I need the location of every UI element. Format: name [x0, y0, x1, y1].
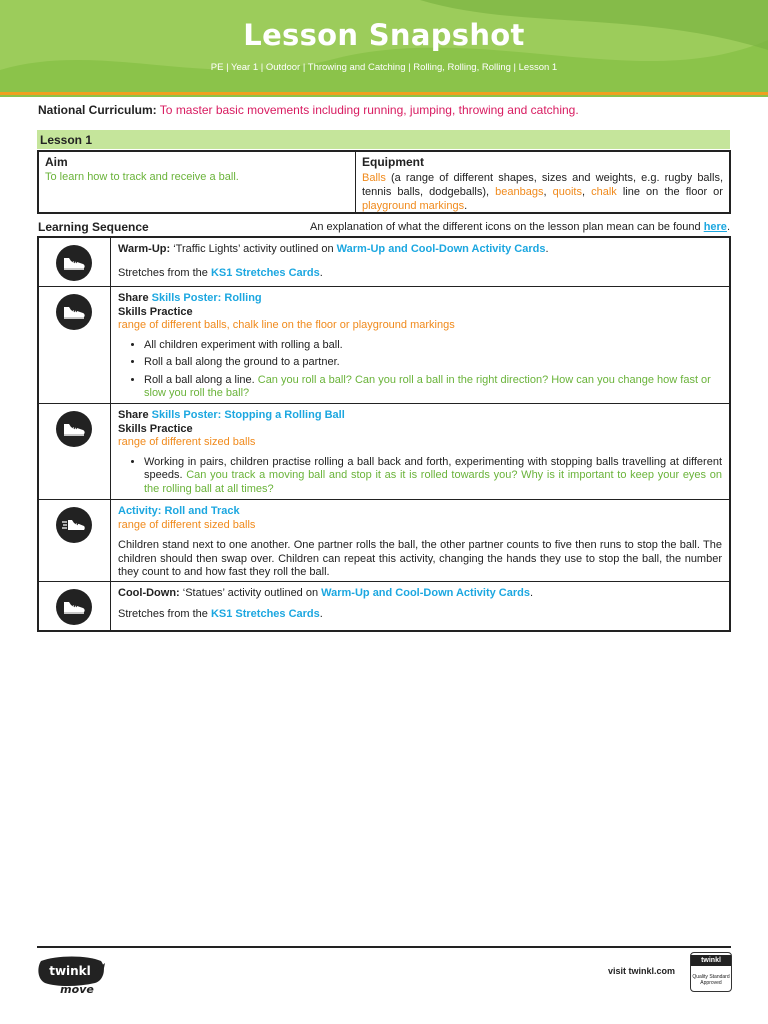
row-icon-cell — [39, 582, 111, 630]
bullet-text: Roll a ball along a line. — [144, 373, 255, 386]
bullet-text: Working in pairs, children practise rolling a ball back and forth, experimenting with stopping balls travelling at different speeds. — [144, 455, 722, 481]
share-label: Share — [118, 409, 149, 421]
stretches-end: . — [319, 266, 323, 279]
cool-down-label: Cool-Down: — [118, 587, 180, 599]
twinkl-move-logo — [37, 955, 107, 1000]
warm-up-text: ‘Traffic Lights’ activity outlined on — [170, 243, 337, 255]
row-content — [111, 238, 729, 286]
activity-cards-link[interactable]: Warm-Up and Cool-Down Activity Cards — [321, 587, 530, 599]
row-icon-cell — [39, 404, 111, 499]
national-curriculum-text: To master basic movements including running, jumping, throwing and catching. — [156, 103, 579, 117]
sequence-row-cool-down — [39, 582, 729, 630]
equipment-text — [362, 171, 723, 213]
list-item — [144, 456, 722, 497]
list-item — [144, 374, 722, 401]
row-icon-cell — [39, 500, 111, 581]
share-label: Share — [118, 292, 149, 304]
sequence-row-stopping — [39, 404, 729, 500]
svg-text:twinkl: twinkl — [49, 964, 91, 978]
aim-heading: Aim — [45, 155, 68, 169]
stretches-cards-link[interactable]: KS1 Stretches Cards — [210, 607, 320, 620]
sequence-row-warm-up — [39, 238, 729, 287]
skills-practice-heading: Skills Practice — [118, 305, 193, 318]
badge-title: twinkl — [691, 955, 731, 966]
cool-down-end: . — [529, 587, 534, 599]
page-title: Lesson Snapshot — [243, 18, 525, 52]
skills-poster-rolling-link[interactable]: Skills Poster: Rolling — [148, 292, 262, 304]
learning-sequence-title: Learning Sequence — [38, 220, 149, 234]
equipment-end: . — [464, 200, 468, 212]
aim-text: To learn how to track and receive a ball. — [45, 171, 239, 183]
badge-subtitle: Quality Standard Approved — [692, 974, 730, 986]
equipment-cell — [356, 152, 729, 212]
bullet-question: Can you track a moving ball and stop it as it is rolled towards you? Why is it important to keep your eyes on the rolling ball at all times? — [144, 469, 722, 495]
sneaker-icon — [56, 589, 92, 625]
row-icon-cell — [39, 287, 111, 403]
bullet-text: Roll a ball along the ground to a partner. — [144, 356, 340, 368]
equipment-heading: Equipment — [362, 155, 424, 169]
skills-poster-stopping-link[interactable]: Skills Poster: Stopping a Rolling Ball — [148, 409, 345, 421]
icons-explanation-note — [310, 221, 730, 233]
bullet-text: All children experiment with rolling a ball. — [144, 338, 343, 351]
bullet-question: Can you roll a ball? Can you roll a ball in the right direction? How can you change how fast or slow you roll the ball? — [144, 373, 711, 399]
sneaker-icon — [56, 294, 92, 330]
equipment-quoits: quoits — [552, 186, 582, 198]
row-icon-cell — [39, 238, 111, 286]
list-item — [144, 339, 722, 353]
footer-rule — [37, 946, 731, 948]
activity-roll-and-track-link[interactable]: Activity: Roll and Track — [118, 505, 240, 517]
svg-text:move: move — [60, 983, 94, 995]
skills-practice-heading: Skills Practice — [118, 422, 193, 435]
stretches-cards-link[interactable]: KS1 Stretches Cards — [210, 266, 320, 279]
icons-note-text: An explanation of what the different icons on the lesson plan mean can be found — [310, 221, 704, 233]
row-content — [111, 404, 729, 499]
row-equipment: range of different sized balls — [118, 436, 256, 448]
lesson-number-bar: Lesson 1 — [37, 130, 730, 149]
header-banner — [0, 0, 768, 92]
row-content — [111, 582, 729, 630]
national-curriculum — [38, 103, 579, 117]
row-content — [111, 500, 729, 581]
row-content — [111, 287, 729, 403]
running-shoe-icon — [56, 507, 92, 543]
visit-twinkl-link[interactable]: visit twinkl.com — [608, 966, 676, 976]
sequence-row-activity — [39, 500, 729, 582]
quality-standard-badge — [690, 952, 732, 992]
row-equipment: range of different sized balls — [118, 518, 256, 531]
equipment-separator: , — [581, 186, 592, 198]
warm-up-end: . — [545, 243, 549, 255]
list-item — [144, 356, 722, 370]
learning-sequence-table — [37, 236, 731, 632]
cool-down-text: ‘Statues’ activity outlined on — [179, 587, 322, 599]
activity-cards-link[interactable]: Warm-Up and Cool-Down Activity Cards — [336, 243, 546, 255]
equipment-balls: Balls — [362, 172, 386, 184]
row-equipment: range of different balls, chalk line on the floor or playground markings — [118, 319, 455, 331]
bullet-list — [118, 456, 722, 497]
activity-description: Children stand next to one another. One partner rolls the ball, the other partner counts to five then runs to stop the ball. The children should then swap over. Children can repeat this activity, changing the hands they use to stop the ball, the number they count to and how fast they roll the ball. — [118, 539, 722, 578]
equipment-separator: , — [543, 186, 553, 198]
sneaker-icon — [56, 245, 92, 281]
equipment-balls-desc: (a range of different shapes, sizes and weights, e.g. rugby balls, tennis balls, dodgeballs), — [362, 172, 723, 198]
national-curriculum-label: National Curriculum: — [38, 103, 157, 117]
header-green-rule — [0, 95, 768, 97]
equipment-chalk: chalk — [591, 186, 617, 198]
aim-equipment-table — [37, 150, 731, 214]
equipment-markings: playground markings — [362, 200, 465, 212]
stretches-end: . — [319, 607, 323, 620]
warm-up-label: Warm-Up: — [118, 243, 171, 255]
icons-explanation-link[interactable]: here — [703, 221, 727, 233]
bullet-list — [118, 339, 722, 401]
aim-cell — [39, 152, 356, 212]
stretches-text: Stretches from the — [118, 266, 211, 279]
icons-note-end: . — [726, 221, 730, 233]
stretches-text: Stretches from the — [118, 607, 211, 620]
equipment-beanbags: beanbags — [495, 186, 544, 198]
equipment-line-text: line on the floor or — [616, 186, 723, 198]
sneaker-icon — [56, 411, 92, 447]
sequence-row-rolling — [39, 287, 729, 404]
page-subtitle: PE | Year 1 | Outdoor | Throwing and Catching | Rolling, Rolling, Rolling | Lesson 1 — [210, 62, 558, 73]
